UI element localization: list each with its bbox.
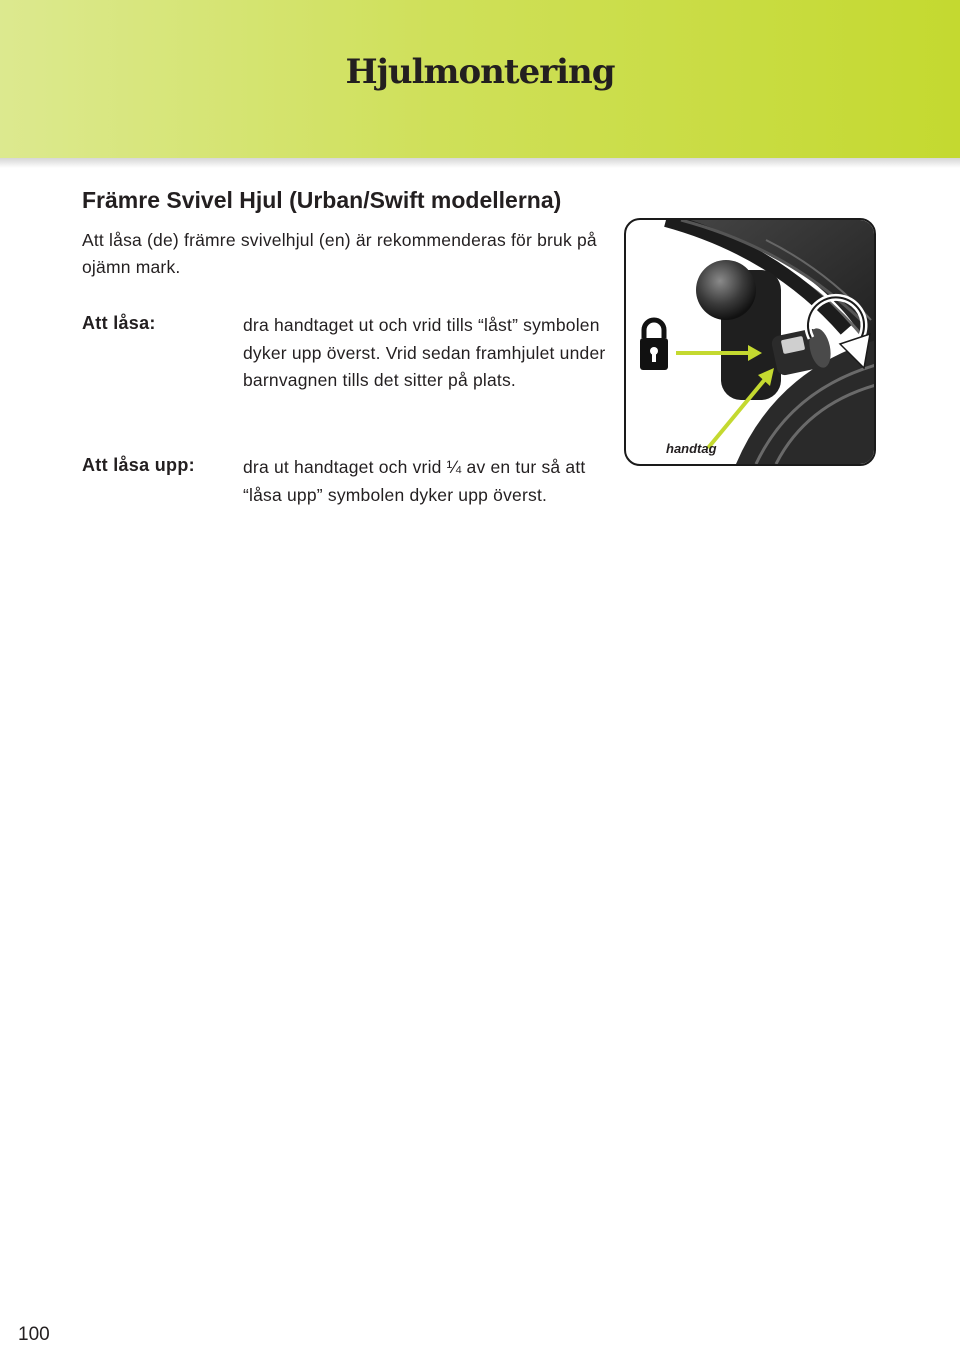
figure-label-handle: handtag: [666, 441, 717, 456]
term-lock: Att låsa:: [82, 313, 156, 333]
page-number: 100: [18, 1324, 50, 1345]
wheel-illustration: [626, 220, 874, 464]
description-unlock: dra ut handtaget och vrid ¼ av en tur så att “låsa upp” symbolen dyker upp överst.: [243, 457, 586, 505]
knob-shape: [696, 260, 756, 320]
term-unlock: Att låsa upp:: [82, 455, 195, 475]
page-title: Hjulmontering: [345, 52, 615, 92]
description-lock: dra handtaget ut och vrid tills “låst” symbolen dyker upp överst. Vrid sedan framhjulet under barnvagnen tills det sitter på plats.: [243, 315, 606, 390]
intro-paragraph: Att låsa (de) främre svivelhjul (en) är rekommenderas för bruk på ojämn mark.: [82, 230, 597, 277]
swivel-wheel-photo: [624, 218, 876, 466]
section-heading: Främre Svivel Hjul (Urban/Swift modellerna): [82, 187, 562, 213]
padlock-icon: [640, 320, 668, 370]
header-shadow: [0, 158, 960, 168]
